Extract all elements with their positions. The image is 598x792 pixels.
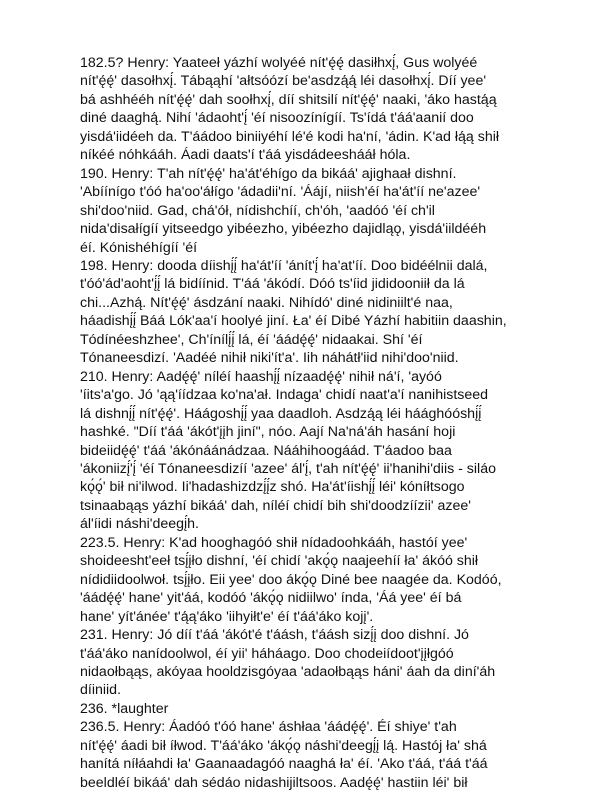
text-line: díiniid. [80, 682, 122, 699]
text-line: hane' yít'ánée' t'ą́ą'áko 'iihyiłt'e' éí t'áá'áko kojį'. [80, 608, 374, 625]
text-line: kǫ́ǫ́' bił ni'ilwod. Ii'hadashizdzį́į́z shó. Ha'át'íishį́į́ léi' kóníłtsogo [80, 479, 465, 496]
text-line: shi'doo'niid. Gad, chá'ół, nídishchíí, ch'óh, 'aadóó 'éí ch'il [80, 202, 435, 219]
text-line: 236.5. Henry: Áadóó t'óó hane' áshłaa 'áádę́ę́'. Éí shiye' t'ah [80, 719, 457, 736]
entry-190 [80, 165, 528, 257]
text-line: beeldléí bikáá' dah sédáo nidashijiltsoos. Aadę́ę́' hastiin léi' bił [80, 774, 468, 791]
text-line: yisdá'iidéeh da. T'áádoo biniiyéhí lé'é kodi ha'ní, 'ádin. K'ad łą́ą shił [80, 128, 500, 145]
text-line: 'áádę́ę́' hane' yit'áá, kodóó 'ákǫ́ǫ nidiilwo' índa, 'Áá yee' éí bá [80, 590, 462, 607]
text-line: t'áá'áko nanídoolwol, éí yii' háháago. Doo chodeiídoot'įįłgóó [80, 645, 454, 662]
text-line: ál'íidi náshi'deegį́h. [80, 516, 200, 533]
text-line: diné daaghą́. Nihí 'ádaoht'į́ 'éí nisoozínígíí. Ts'ídá t'áá'aanií doo [80, 110, 474, 127]
text-line: 236. *laughter [80, 700, 169, 717]
text-line: nít'ę́ę́' dasołhxį́. Tábąąhí 'ałtsóózí be'asdzą́ą́ léi dasołhxį́. Díí yee' [80, 73, 487, 90]
text-line: 'ákoniizį́'į́ 'éí Tónaneesdizíí 'azee' ál'į́, t'ah nít'ę́ę́' ii'hanihi'diis - siláo [80, 460, 496, 477]
text-line: shoideesht'eeł tsį́įło dishní, 'éí chidí 'akǫ́ǫ naajeehíí ła' ákóó shił [80, 553, 479, 570]
text-line: nidaołbąąs, akóyaa hooldzisgóyaa 'adaołbąąs háni' áah da diní'áh [80, 663, 496, 680]
text-line: 190. Henry: T'ah nít'ę́ę́' ha'át'éhígo da bikáá' ajighaał dishní. [80, 165, 457, 182]
text-line: Tódínéeshzhee', Ch'ínílį́į́ lá, éí 'áádę́ę́' nidaakai. Shí 'éí [80, 331, 423, 348]
text-line: hashké. "Díí t'áá 'ákót'įįh jiní", nóo. Aají Na'ná'áh hasání hoji [80, 424, 456, 441]
text-line: Tónaneesdizí. 'Aadéé nihił niki'ít'a'. Iih náhátł'iid nihi'doo'niid. [80, 350, 459, 367]
text-line: 182.5? Henry: Yaateeł yázhí wolyéé nít'ę́ę́ dasiłhxį́, Gus wolyéé [80, 55, 478, 71]
text-line: chi...Azhą́. Nít'ę́ę́' ásdzání naaki. Nihídó' diné nidiniilt'é naa, [80, 294, 453, 311]
entry-223-5 [80, 534, 528, 626]
text-line: 210. Henry: Aadę́ę́' níléí haashį́į́ nízaadę́ę́' nihił ná'í, 'ayóó [80, 368, 442, 385]
text-line: 198. Henry: dooda díishį́į́ ha'át'íí 'ánít'į́ ha'at'íí. Doo bidéélnii dalá, [80, 257, 488, 274]
text-line: háadishį́į́ Báá Lók'aa'í hoolyé jiní. Ła' éí Dibé Yázhí habitiin daashin, [80, 313, 507, 330]
entry-182-5 [80, 54, 528, 165]
entry-198 [80, 257, 528, 368]
text-line: 'Abíínígo t'óó ha'oo'áłígo 'ádadii'ní. 'Áájí, niish'éí ha'át'íí ne'azee' [80, 184, 481, 201]
text-line: 'íits'a'go. Jó 'ąą'íídzaa ko'na'ał. Indaga' chidí naat'a'í nanihistseed [80, 387, 489, 404]
text-line: lá dishnį́į́ nít'ę́ę́'. Háágoshį́į́ yaa daadloh. Asdzą́ą léi háághóóshį́į́ [80, 405, 482, 422]
text-line: níkéé nóhkááh. Áadi daats'í t'áá yisdádeeshááł hóla. [80, 147, 411, 164]
entry-236-5 [80, 718, 528, 792]
text-line: 231. Henry: Jó díí t'áá 'ákót'é t'áásh, t'áásh sizį́į doo dishní. Jó [80, 627, 469, 644]
text-line: éí. Kónishéhígíí 'éí [80, 239, 198, 256]
entry-231 [80, 626, 528, 700]
entry-210 [80, 368, 528, 534]
document-page [80, 54, 528, 792]
text-line: 223.5. Henry: K'ad hooghagóó shił nídadoohkááh, hastóí yee' [80, 534, 468, 551]
text-line: t'óó'ád'aoht'į́į́ lá bidíínid. T'áá 'ákódí. Dóó ts'íid jididooniił da lá [80, 276, 465, 293]
text-line: bá ashhééh nít'ę́ę́' dah soołhxį́, díí shitsilí nít'ę́ę́' naaki, 'áko hastą́ą [80, 91, 497, 108]
text-line: bideiidę́ę́' t'áá 'ákónáánádzaa. Nááhihoogáád. T'áadoo baa [80, 442, 452, 459]
text-line: tsinaabąąs yázhí bikáá' dah, níléí chidí bih shi'doodzíízii' azee' [80, 497, 471, 514]
text-line: nít'ę́ę́' áadi bił íłwod. T'áá'áko 'ákǫ́ǫ náshi'deegį́į lą́. Hastój ła' shá [80, 737, 487, 754]
entry-236 [80, 700, 528, 718]
text-line: nida'disałígíí yitseedgo yibéezho, yibéezho dajidląǫ, yisdá'iildééh [80, 221, 487, 238]
text-line: nídidiidoolwoł. tsį́įło. Eii yee' doo ákǫ́ǫ Diné bee naagée da. Kodóó, [80, 571, 502, 588]
text-line: hanítá níłáahdi ła' Gaanaadagóó naaghá ła' éí. 'Ako t'áá, t'áá t'áá [80, 756, 488, 773]
